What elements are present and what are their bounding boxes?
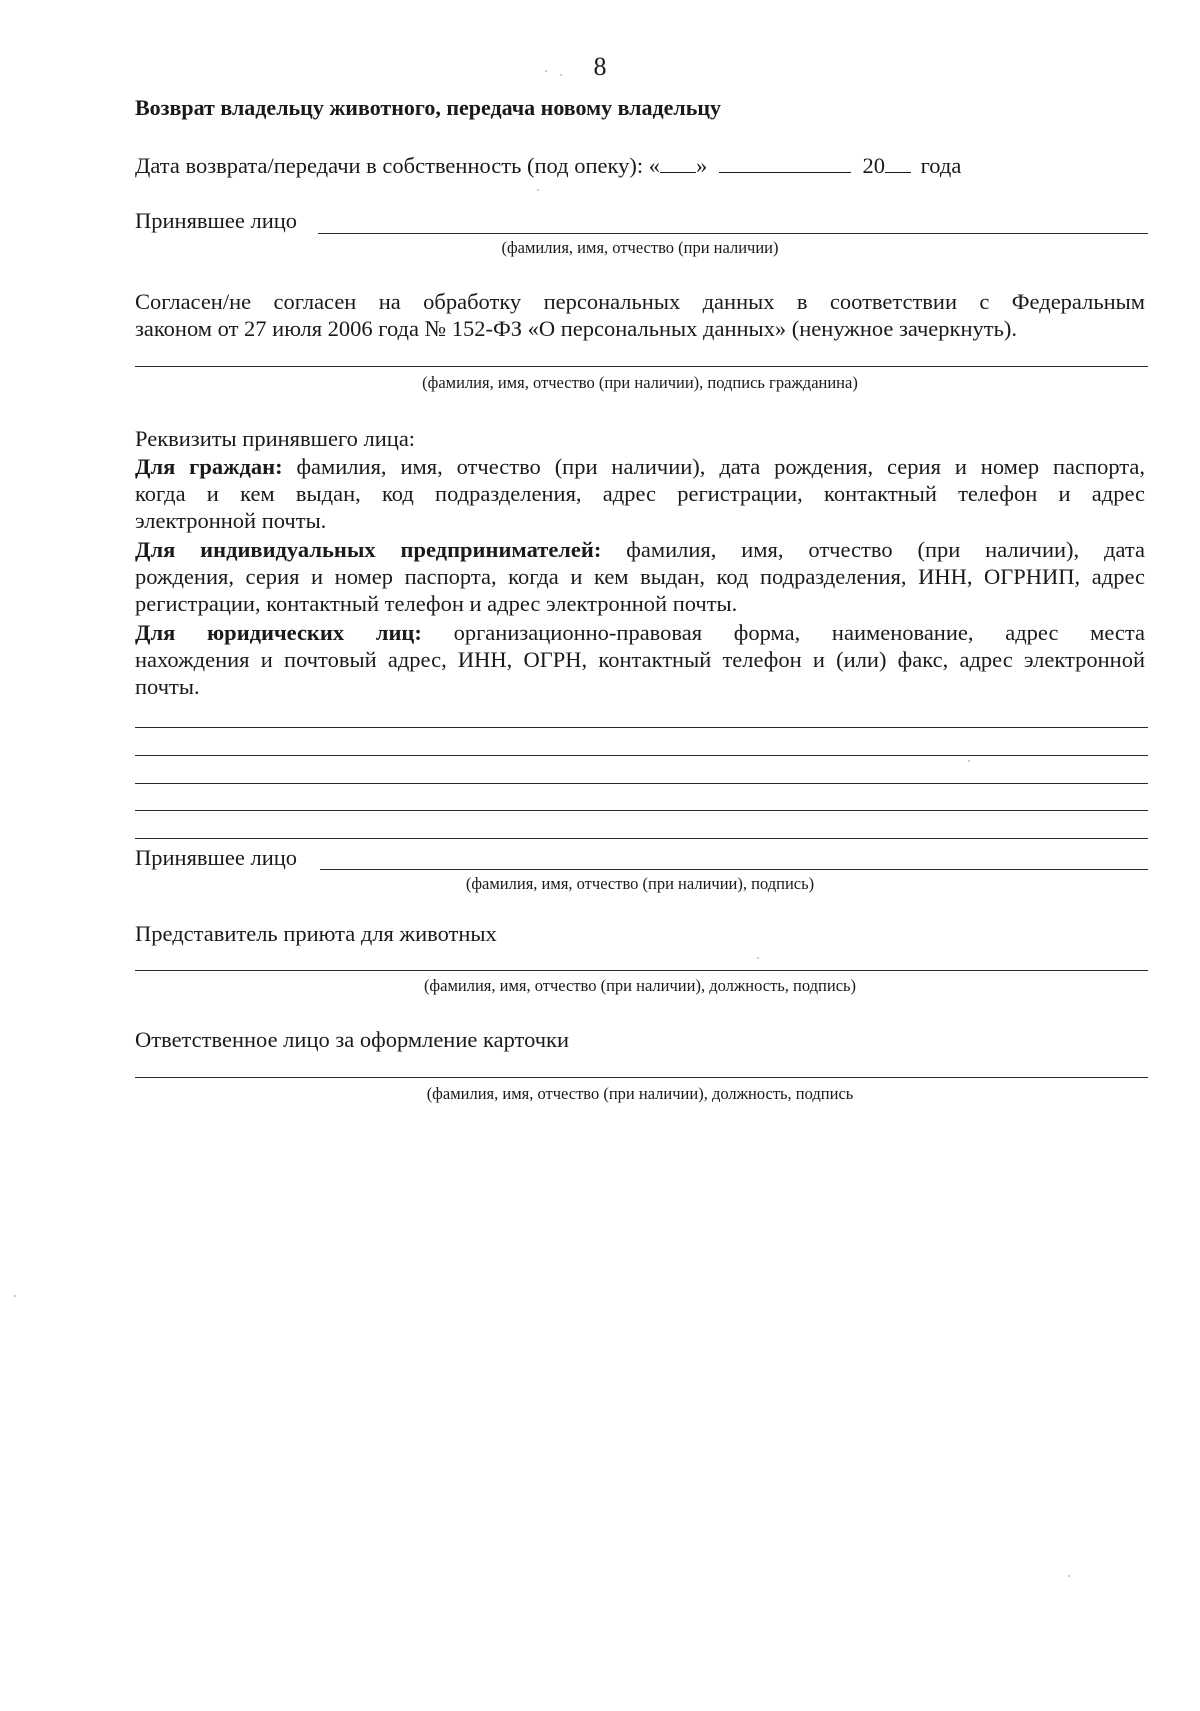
ip-label: Для индивидуальных предпринимателей: [135, 537, 602, 562]
receiver-2-label: Принявшее лицо [135, 845, 298, 870]
ip-line-2: рождения, серия и номер паспорта, когда и кем выдан, код подразделения, ИНН, ОГРНИП, адрес [135, 564, 1145, 589]
date-quote-close: » [695, 153, 708, 178]
ip-block-end [135, 590, 1145, 617]
legal-block [135, 619, 1145, 673]
consent-caption: (фамилия, имя, отчество (при наличии), подпись гражданина) [422, 373, 858, 392]
legal-block-end [135, 673, 1145, 700]
month-blank[interactable] [719, 152, 851, 173]
receiver-1-caption: (фамилия, имя, отчество (при наличии) [501, 238, 779, 257]
receiver-1-name-field[interactable] [318, 233, 1148, 234]
consent-line-1: Согласен/не согласен на обработку персональных данных в соответствии с Федеральным [135, 289, 1145, 314]
scan-speck [545, 70, 547, 72]
scan-speck [1068, 1575, 1070, 1577]
card-responsible-label: Ответственное лицо за оформление карточки [135, 1027, 570, 1052]
day-blank[interactable] [660, 152, 696, 173]
date-label: Дата возврата/передачи в собственность (под опеку): « [135, 153, 660, 178]
legal-line-2: нахождения и почтовый адрес, ИНН, ОГРН, контактный телефон и (или) факс, адрес электронной [135, 647, 1145, 672]
scan-speck [968, 760, 970, 762]
card-responsible-caption: (фамилия, имя, отчество (при наличии), должность, подпись [426, 1084, 854, 1103]
consent-paragraph-end [135, 315, 1145, 342]
shelter-rep-label: Представитель приюта для животных [135, 921, 497, 946]
requisites-field-line[interactable] [135, 838, 1148, 839]
ip-block [135, 536, 1145, 590]
citizen-signature-field[interactable] [135, 366, 1148, 367]
shelter-rep-caption: (фамилия, имя, отчество (при наличии), должность, подпись) [423, 976, 857, 995]
ip-line-1: фамилия, имя, отчество (при наличии), дата [601, 537, 1145, 562]
legal-line-1: организационно-правовая форма, наименование, адрес места [421, 620, 1146, 645]
citizens-line-1: фамилия, имя, отчество (при наличии), дата рождения, серия и номер паспорта, [282, 454, 1145, 479]
requisites-title: Реквизиты принявшего лица: [135, 426, 416, 451]
citizens-line-2: когда и кем выдан, код подразделения, адрес регистрации, контактный телефон и адрес [135, 481, 1145, 506]
scan-speck [560, 74, 562, 76]
receiver-1-label: Принявшее лицо [135, 208, 298, 233]
consent-line-2: законом от 27 июля 2006 года № 152-ФЗ «О персональных данных» (ненужное зачеркнуть). [135, 316, 1017, 341]
requisites-field-line[interactable] [135, 755, 1148, 756]
citizens-line-3: электронной почты. [135, 508, 327, 533]
year-blank[interactable] [885, 152, 911, 173]
ip-line-3: регистрации, контактный телефон и адрес электронной почты. [135, 591, 738, 616]
year-prefix: 20 [862, 153, 885, 178]
scan-speck [14, 1295, 16, 1297]
receiver-2-caption: (фамилия, имя, отчество (при наличии), подпись) [465, 874, 815, 893]
receiver-2-signature-field[interactable] [320, 869, 1148, 870]
page-number: 8 [593, 52, 607, 81]
date-line [135, 152, 961, 180]
requisites-field-line[interactable] [135, 810, 1148, 811]
scan-speck [757, 957, 759, 959]
scan-speck [537, 189, 539, 191]
shelter-rep-signature-field[interactable] [135, 970, 1148, 971]
legal-line-3: почты. [135, 674, 200, 699]
consent-paragraph [135, 288, 1145, 315]
citizens-block-end [135, 507, 1145, 534]
requisites-field-line[interactable] [135, 783, 1148, 784]
legal-label: Для юридических лиц: [135, 620, 422, 645]
requisites-field-line[interactable] [135, 727, 1148, 728]
section-heading: Возврат владельцу животного, передача новому владельцу [135, 95, 722, 120]
citizens-label: Для граждан: [135, 454, 283, 479]
citizens-block [135, 453, 1145, 507]
date-suffix: года [920, 153, 962, 178]
card-responsible-signature-field[interactable] [135, 1077, 1148, 1078]
